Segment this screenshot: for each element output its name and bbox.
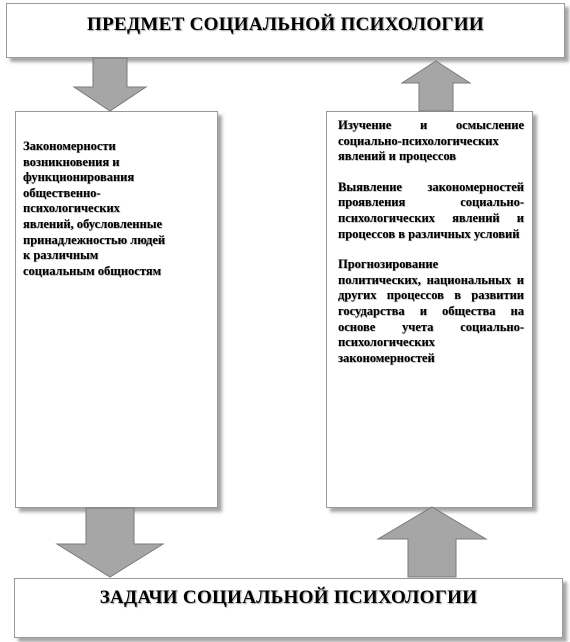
arrow-down-to-tasks-icon [55, 508, 165, 578]
tasks-list-box [326, 111, 533, 508]
task-item-study: Изучение и осмысление социально-психологических явлений и процессов [338, 118, 524, 164]
arrow-up-to-subject-icon [400, 60, 472, 112]
subject-title: ПРЕДМЕТ СОЦИАЛЬНОЙ ПСИХОЛОГИИ [87, 14, 484, 35]
patterns-text: Закономерности возникновения и функционирования общественно- психологических явлений, обусловленные принадлежностью людей к различным социальным общностям [23, 139, 166, 278]
task-item-identify: Выявление закономерностей проявления социально-психологических явлений и процессов в различных условий [338, 179, 524, 241]
patterns-box [15, 111, 218, 508]
tasks-title: ЗАДАЧИ СОЦИАЛЬНОЙ ПСИХОЛОГИИ [99, 587, 478, 608]
task-item-forecast: Прогнозирование политических, национальных и других процессов в развитии государства и общества на основе учета социально-психологических закономерностей [338, 257, 524, 365]
arrow-down-to-patterns-icon [72, 58, 148, 112]
subject-box [6, 3, 565, 58]
tasks-box [14, 578, 563, 638]
arrow-up-to-tasks-list-icon [376, 506, 488, 578]
